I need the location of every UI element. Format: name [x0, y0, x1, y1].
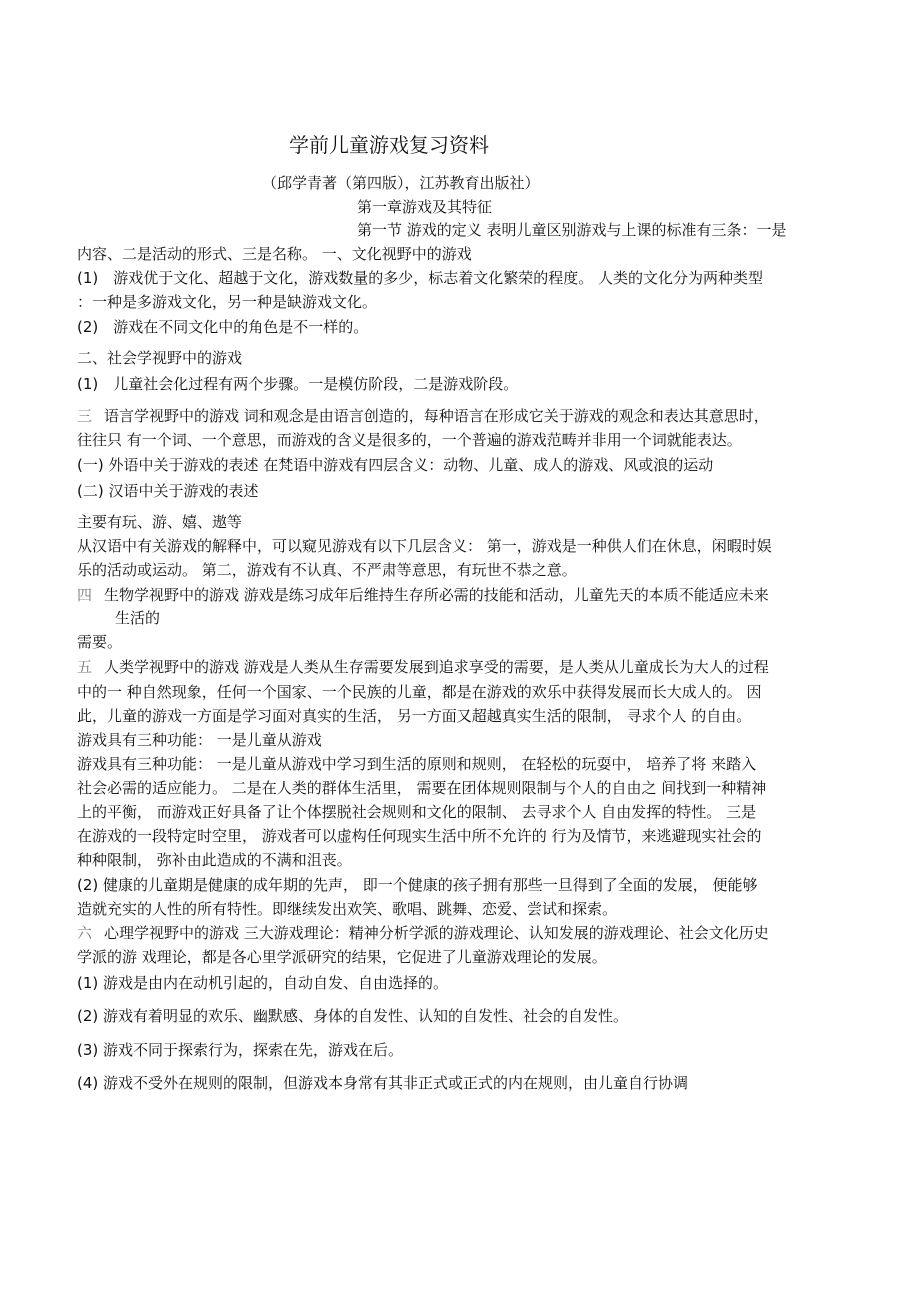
section-number: 三: [77, 407, 93, 425]
text-line: 心理学视野中的游戏 三大游戏理论：精神分析学派的游戏理论、认知发展的游戏理论、社会文化历史: [104, 924, 769, 942]
text-line: 社会必需的适应能力。 二是在人类的群体生活里， 需要在团体规则限制与个人的自由之 间找到一种精神: [77, 779, 767, 797]
page-title: 学前儿童游戏复习资料: [289, 133, 489, 157]
list-item: (2) 游戏有着明显的欢乐、幽默感、身体的自发性、认知的自发性、社会的自发性。: [77, 1007, 629, 1025]
text-line: 往往只 有一个词、一个意思，而游戏的含义是很多的，一个普遍的游戏范畴并非用一个词就能表达。: [77, 431, 742, 449]
section-heading: 二、社会学视野中的游戏: [77, 349, 243, 367]
text-line: ：一种是多游戏文化，另一种是缺游戏文化。: [77, 293, 378, 311]
list-item: (3) 游戏不同于探索行为，探索在先，游戏在后。: [77, 1041, 404, 1059]
text-line: 造就充实的人性的所有特性。即继续发出欢笑、歌唱、跳舞、恋爱、尝试和探索。: [77, 900, 618, 918]
text-line: 主要有玩、游、嬉、遨等: [77, 513, 243, 531]
text-line: (1) 儿童社会化过程有两个步骤。一是模仿阶段，二是游戏阶段。: [77, 375, 519, 393]
book-source: （邱学青著（第四版），江苏教育出版社）: [262, 174, 540, 192]
text-line: (2) 健康的儿童期是健康的成年期的先声， 即一个健康的孩子拥有那些一旦得到了全面的发展， 便能够: [77, 876, 758, 894]
text-line: 中的一 种自然现象，任何一个国家、一个民族的儿童，都是在游戏的欢乐中获得发展而长大成人的。 因: [77, 683, 762, 701]
text-line: 上的平衡， 而游戏正好具备了让个体摆脱社会规则和文化的限制、 去寻求个人 自由发挥的特性。 三是: [77, 803, 757, 821]
list-item: (1) 游戏是由内在动机引起的，自动自发、自由选择的。: [77, 974, 449, 992]
text-line: 从汉语中有关游戏的解释中，可以窥见游戏有以下几层含义： 第一，游戏是一种供人们在休息，闲暇时娱: [77, 537, 772, 555]
text-line: 生物学视野中的游戏 游戏是练习成年后维持生存所必需的技能和活动，儿童先天的本质不能适应未来: [104, 586, 769, 604]
section-number: 五: [77, 658, 93, 676]
text-line: 需要。: [77, 633, 123, 651]
text-line: (1) 游戏优于文化、超越于文化，游戏数量的多少，标志着文化繁荣的程度。 人类的文化分为两种类型: [77, 269, 764, 287]
text-line: 游戏具有三种功能： 一是儿童从游戏中学习到生活的原则和规则， 在轻松的玩耍中， 培养了将 来踏入: [77, 755, 757, 773]
section-number: 四: [77, 586, 93, 604]
text-line: 内容、二是活动的形式、三是名称。 一、文化视野中的游戏: [77, 245, 472, 263]
text-line: 语言学视野中的游戏 词和观念是由语言创造的，每种语言在形成它关于游戏的观念和表达其意思时，: [104, 407, 769, 425]
list-item: (4) 游戏不受外在规则的限制，但游戏本身常有其非正式或正式的内在规则，由儿童自行协调: [77, 1074, 689, 1092]
text-line: 此，儿童的游戏一方面是学习面对真实的生活， 另一方面又超越真实生活的限制， 寻求个人 的自由。: [77, 707, 752, 725]
text-line: 种种限制， 弥补由此造成的不满和沮丧。: [77, 851, 352, 869]
text-line: (二) 汉语中关于游戏的表述: [77, 482, 259, 500]
text-line: (一) 外语中关于游戏的表述 在梵语中游戏有四层含义：动物、儿童、成人的游戏、风或浪的运动: [77, 456, 714, 474]
text-line: (2) 游戏在不同文化中的角色是不一样的。: [77, 318, 369, 336]
text-line: 在游戏的一段特定时空里， 游戏者可以虚构任何现实生活中所不允许的 行为及情节，来逃避现实社会的: [77, 827, 762, 845]
section-heading-line: 第一节 游戏的定义 表明儿童区别游戏与上课的标准有三条：一是: [357, 221, 787, 239]
text-line: 人类学视野中的游戏 游戏是人类从生存需要发展到追求享受的需要，是人类从儿童成长为大人的过程: [104, 658, 769, 676]
chapter-heading: 第一章游戏及其特征: [357, 198, 493, 216]
text-line: 游戏具有三种功能： 一是儿童从游戏: [77, 731, 322, 749]
section-number: 六: [77, 924, 93, 942]
text-line: 学派的游 戏理论，都是各心里学派研究的结果，它促进了儿童游戏理论的发展。: [77, 948, 607, 966]
text-line: 乐的活动或运动。 第二，游戏有不认真、不严肃等意思，有玩世不恭之意。: [77, 561, 577, 579]
text-line: 生活的: [115, 609, 161, 627]
